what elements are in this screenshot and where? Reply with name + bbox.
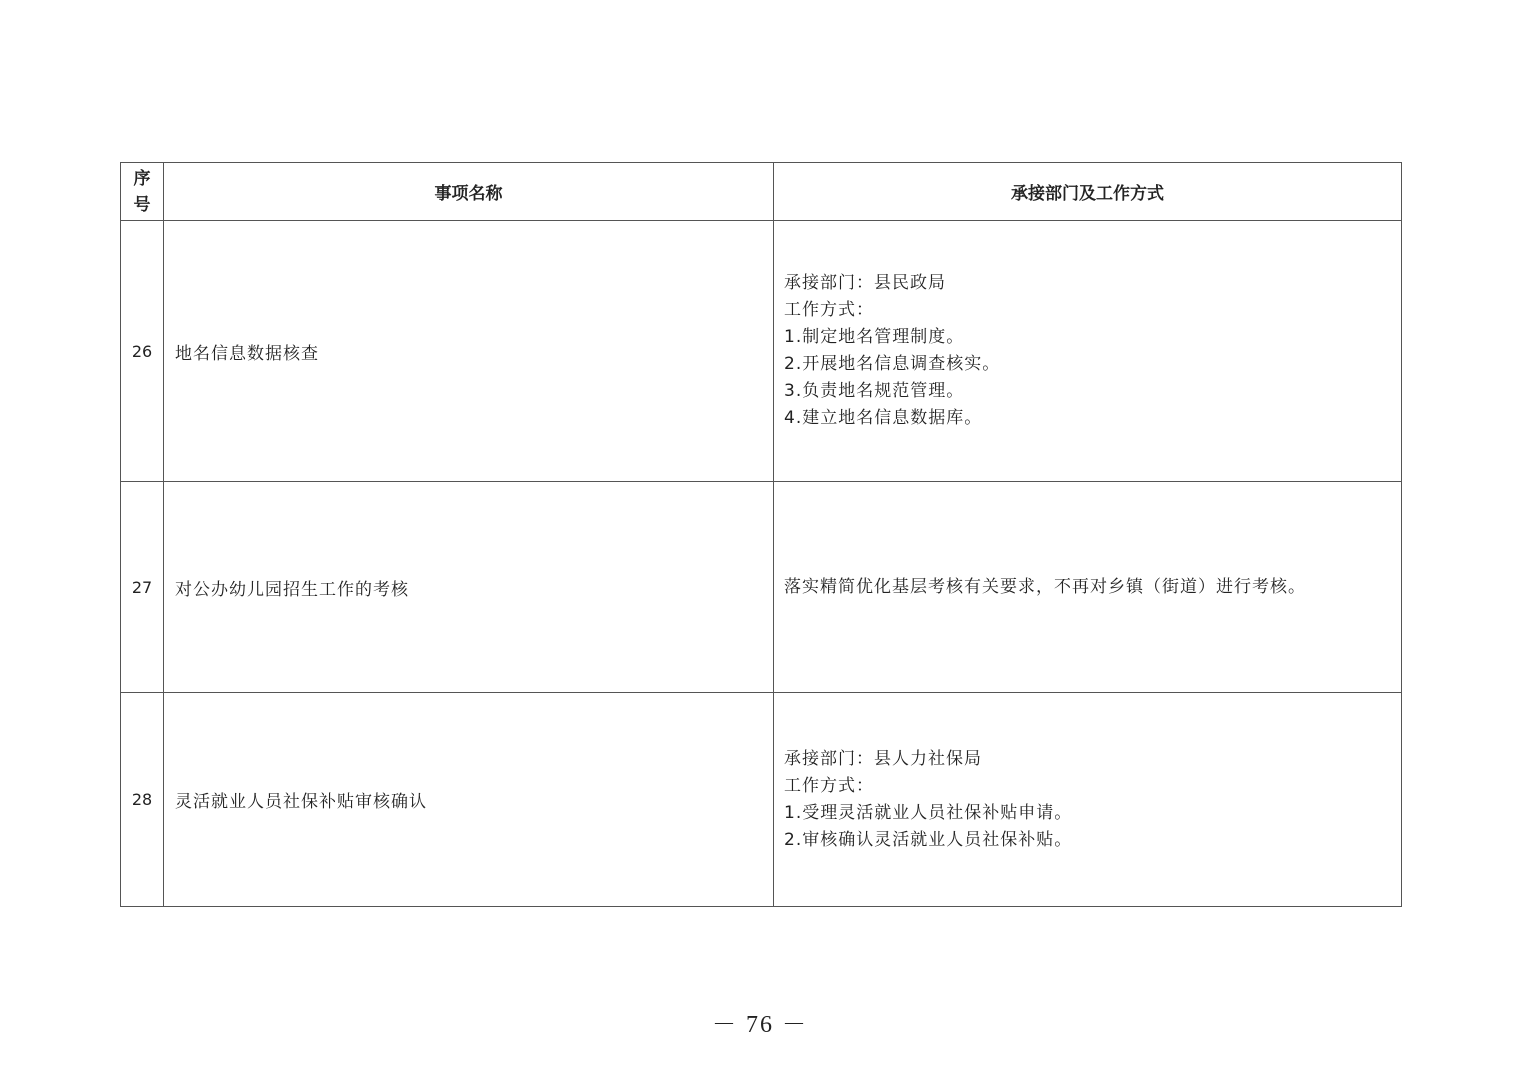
header-seq-line1: 序: [133, 168, 151, 189]
header-dept-method: 承接部门及工作方式: [774, 163, 1402, 221]
page-number: － 76 －: [712, 1012, 808, 1038]
dept-line: 4.建立地名信息数据库。: [784, 408, 983, 428]
row-dept-method: [774, 221, 1402, 482]
row-item-name: 灵活就业人员社保补贴审核确认: [164, 693, 774, 907]
table-row: [121, 221, 1402, 482]
items-table: [120, 162, 1402, 907]
row-item-name: 地名信息数据核查: [164, 221, 774, 482]
row-item-name: 对公办幼儿园招生工作的考核: [164, 482, 774, 693]
dept-line: 承接部门：县人力社保局: [784, 748, 982, 769]
row-dept-method: [774, 482, 1402, 693]
table-header-row: [121, 163, 1402, 221]
dept-line: 2.审核确认灵活就业人员社保补贴。: [784, 829, 1073, 850]
table-row: [121, 693, 1402, 907]
row-seq: 26: [121, 221, 164, 482]
dept-line: 工作方式：: [784, 300, 874, 320]
row-dept-method: [774, 693, 1402, 907]
dept-line: 3.负责地名规范管理。: [784, 381, 965, 401]
header-seq: [121, 163, 164, 221]
dept-line: 工作方式：: [784, 775, 874, 796]
dept-line: 1.受理灵活就业人员社保补贴申请。: [784, 802, 1073, 823]
dept-line: 1.制定地名管理制度。: [784, 327, 965, 347]
header-seq-line2: 号: [133, 194, 151, 215]
header-item-name: 事项名称: [164, 163, 774, 221]
row-seq: 28: [121, 693, 164, 907]
dept-line: 2.开展地名信息调查核实。: [784, 354, 1001, 374]
row-seq: 27: [121, 482, 164, 693]
dept-line: 承接部门：县民政局: [784, 273, 946, 293]
dept-line: 落实精简优化基层考核有关要求，不再对乡镇（街道）进行考核。: [784, 576, 1306, 597]
table-row: [121, 482, 1402, 693]
